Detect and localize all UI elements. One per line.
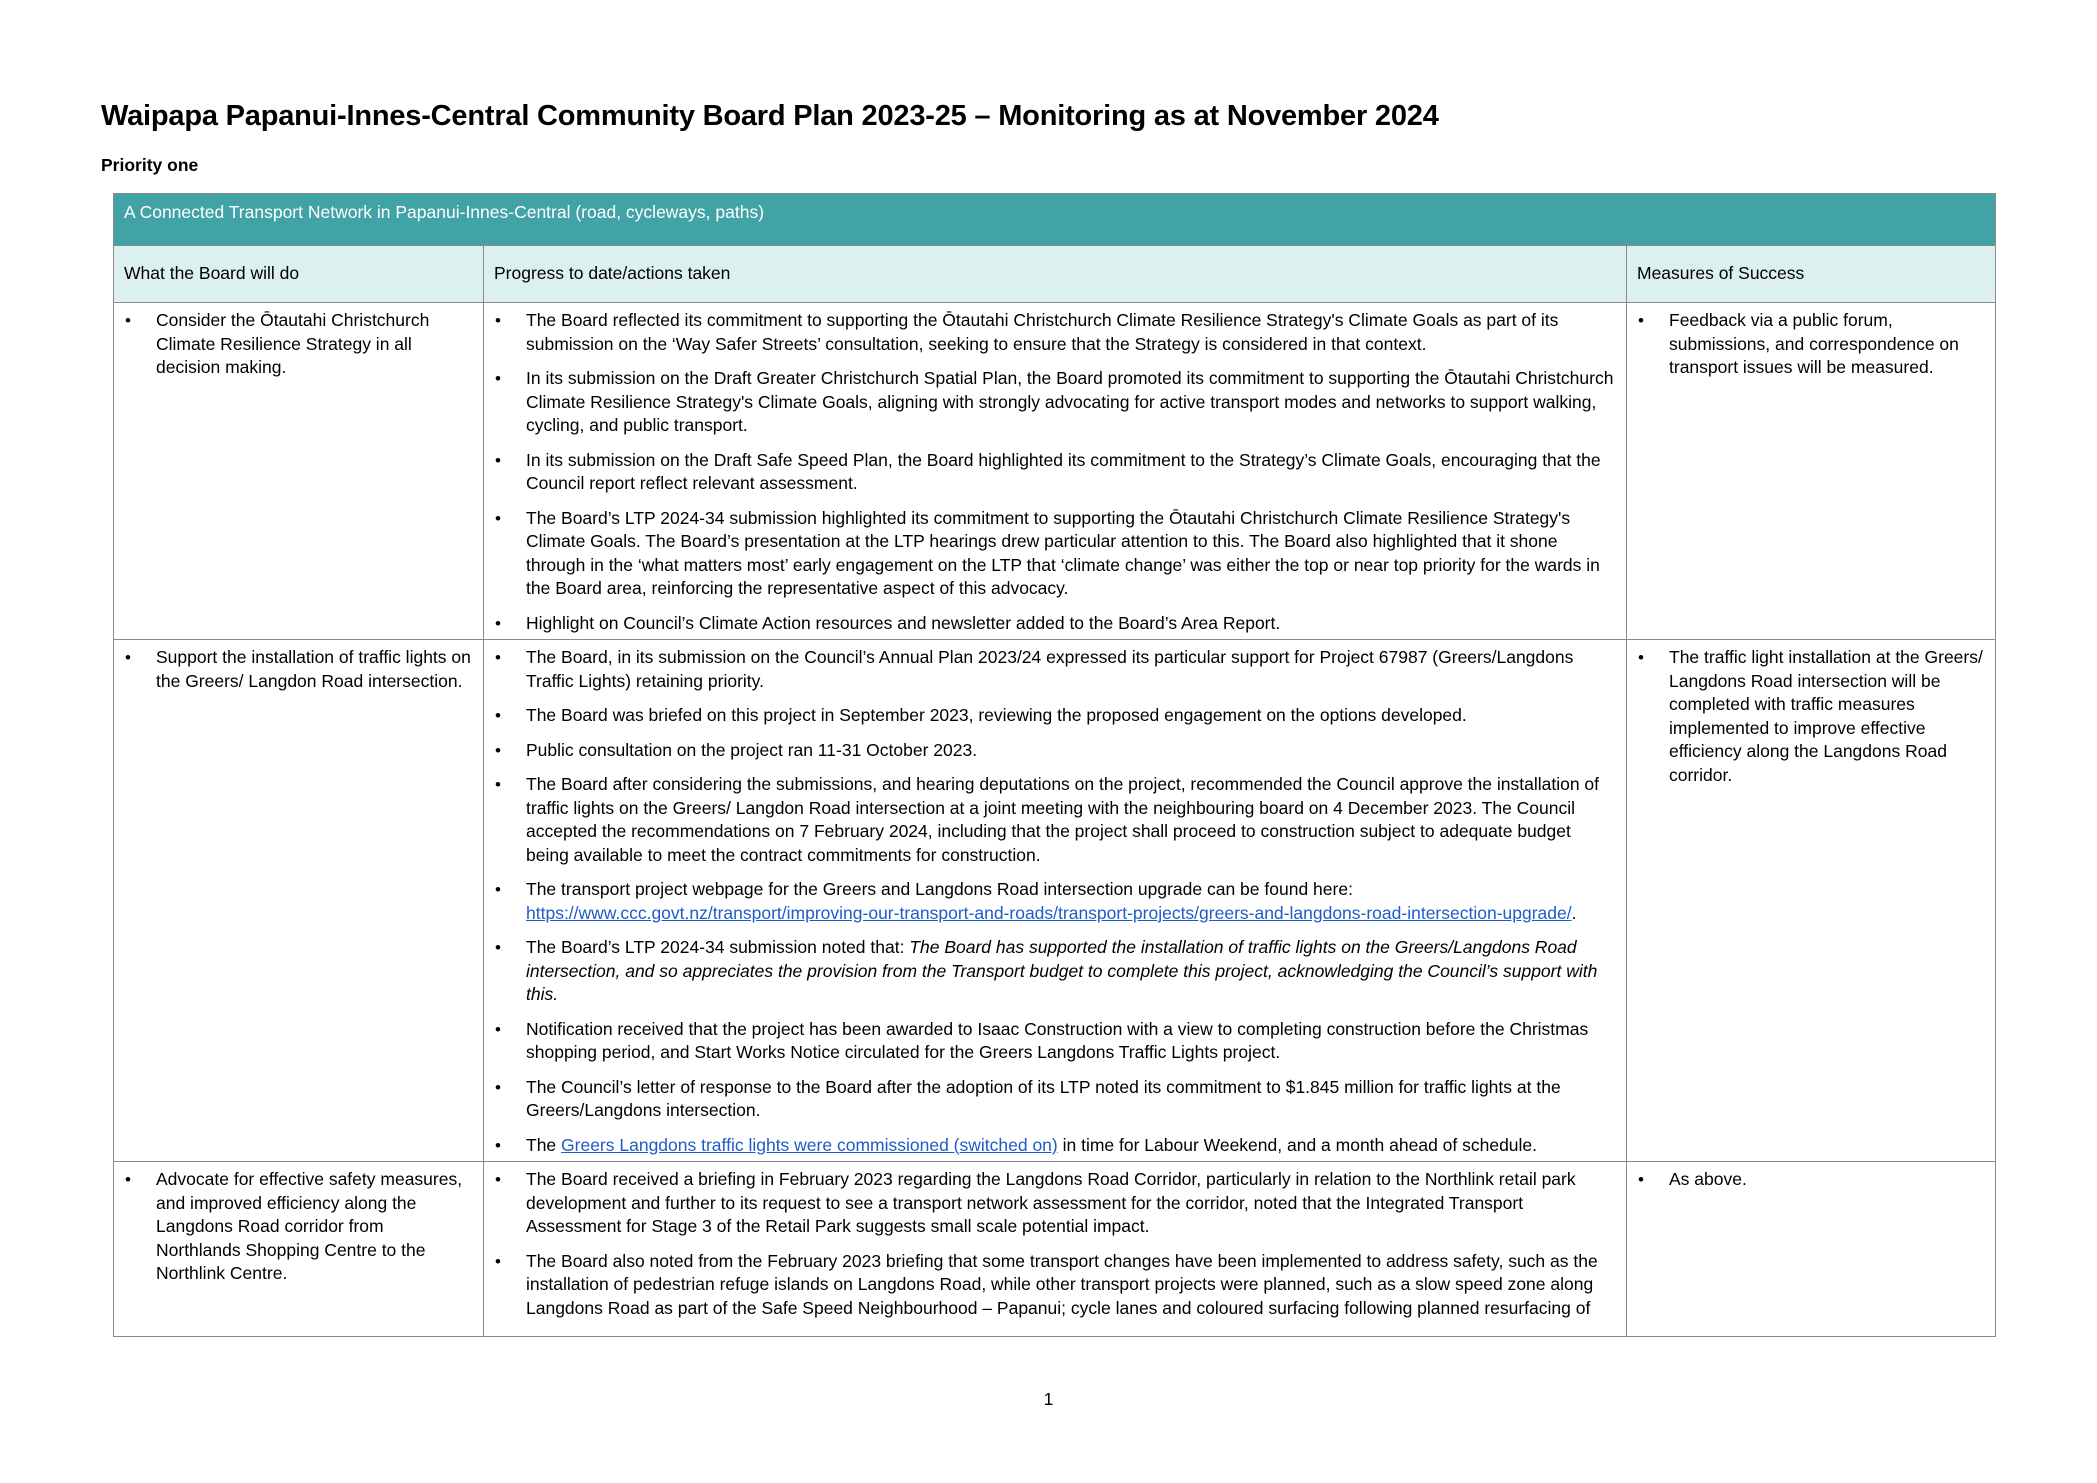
measure-item: • Feedback via a public forum, submissions, and correspondence on transport issues will be measured. (1669, 309, 1985, 380)
column-header-measures: Measures of Success (1627, 246, 1996, 303)
measure-item: • As above. (1669, 1168, 1985, 1192)
progress-cell (484, 640, 1627, 1162)
action-item: • Consider the Ōtautahi Christchurch Climate Resilience Strategy in all decision making. (156, 309, 473, 380)
table-banner: A Connected Transport Network in Papanui-Innes-Central (road, cycleways, paths) (114, 194, 1996, 246)
table-banner-row (114, 194, 1996, 246)
progress-item: • The Board received a briefing in February 2023 regarding the Langdons Road Corridor, particularly in relation to the Northlink retail park development and further to its request to see a transport network assessment for the corridor, noted that the Integrated Transport Assessment for Stage 3 of the Retail Park suggests small scale potential impact. (526, 1168, 1616, 1239)
table-row (114, 640, 1996, 1162)
progress-item: • The Board also noted from the February 2023 briefing that some transport changes have been implemented to address safety, such as the installation of pedestrian refuge islands on Langdons Road, while other transport projects were planned, such as a slow speed zone along Langdons Road as part of the Safe Speed Neighbourhood – Papanui; cycle lanes and coloured surfacing following planned resurfacing of (526, 1250, 1616, 1321)
progress-item (526, 936, 1616, 1007)
page-title: Waipapa Papanui-Innes-Central Community Board Plan 2023-25 – Monitoring as at November 2024 (101, 100, 1439, 132)
ltp-quote: The Board has supported the installation of traffic lights on the Greers/Langdons Road intersection, and so appreciates the provision from the Transport budget to complete this project, acknowledging the Council’s support with this. (526, 937, 1598, 1004)
progress-item: • The Board, in its submission on the Council’s Annual Plan 2023/24 expressed its particular support for Project 67987 (Greers/Langdons Traffic Lights) retaining priority. (526, 646, 1616, 693)
page-number: 1 (1043, 1389, 1054, 1409)
priority-heading: Priority one (101, 155, 199, 175)
commission-link[interactable]: Greers Langdons traffic lights were commissioned (switched on) (561, 1134, 1058, 1155)
progress-item (526, 878, 1616, 925)
progress-cell (484, 1162, 1627, 1337)
progress-item: • The Board was briefed on this project in September 2023, reviewing the proposed engagement on the options developed. (526, 704, 1616, 728)
progress-item: • The Board after considering the submissions, and hearing deputations on the project, recommended the Council approve the installation of traffic lights on the Greers/ Langdon Road intersection at a joint meeting with the neighbouring board on 4 December 2023. The Council accepted the recommendations on 7 February 2024, including that the project shall proceed to construction subject to adequate budget being available to meet the contract commitments for construction. (526, 773, 1616, 867)
progress-item: • Public consultation on the project ran 11-31 October 2023. (526, 739, 1616, 763)
table-row (114, 303, 1996, 640)
webpage-end: . (1571, 902, 1577, 923)
table-header-row (114, 246, 1996, 303)
action-cell (114, 1162, 484, 1337)
action-item: • Advocate for effective safety measures, and improved efficiency along the Langdons Road corridor from Northlands Shopping Centre to the Northlink Centre. (156, 1168, 473, 1286)
progress-cell (484, 303, 1627, 640)
column-header-actions: What the Board will do (114, 246, 484, 303)
measure-cell (1627, 303, 1996, 640)
measure-item: • The traffic light installation at the Greers/ Langdons Road intersection will be completed with traffic measures implemented to improve effective efficiency along the Langdons Road corridor. (1669, 646, 1985, 787)
progress-item: • In its submission on the Draft Greater Christchurch Spatial Plan, the Board promoted its commitment to supporting the Ōtautahi Christchurch Climate Resilience Strategy's Climate Goals, aligning with strongly advocating for active transport modes and networks to support walking, cycling, and public transport. (526, 367, 1616, 438)
progress-item: • The Board’s LTP 2024-34 submission highlighted its commitment to supporting the Ōtautahi Christchurch Climate Resilience Strategy's Climate Goals. The Board’s presentation at the LTP hearings drew particular attention to this. The Board also highlighted that it shone through in the ‘what matters most’ early engagement on the LTP that ‘climate change’ was either the top or near top priority for the wards in the Board area, reinforcing the representative aspect of this advocacy. (526, 507, 1616, 601)
table-row (114, 1162, 1996, 1337)
measure-cell (1627, 640, 1996, 1162)
progress-item: • Highlight on Council’s Climate Action resources and newsletter added to the Board’s Area Report. (526, 612, 1616, 636)
measure-cell (1627, 1162, 1996, 1337)
progress-item (526, 1134, 1616, 1158)
webpage-text: The transport project webpage for the Greers and Langdons Road intersection upgrade can be found here: (526, 879, 1353, 899)
progress-item: • The Board reflected its commitment to supporting the Ōtautahi Christchurch Climate Resilience Strategy's Climate Goals as part of its submission on the ‘Way Safer Streets’ consultation, seeking to ensure that the Strategy is considered in that context. (526, 309, 1616, 356)
commission-lead: The (526, 1134, 562, 1155)
ltp-lead: The Board’s LTP 2024-34 submission noted that: (526, 937, 910, 957)
progress-item: • The Council’s letter of response to the Board after the adoption of its LTP noted its commitment to $1.845 million for traffic lights at the Greers/Langdons intersection. (526, 1076, 1616, 1123)
action-item: • Support the installation of traffic lights on the Greers/ Langdon Road intersection. (156, 646, 473, 693)
column-header-progress: Progress to date/actions taken (484, 246, 1627, 303)
action-cell (114, 640, 484, 1162)
plan-table (113, 193, 1996, 1337)
action-cell (114, 303, 484, 640)
project-webpage-link[interactable]: https://www.ccc.govt.nz/transport/improving-our-transport-and-roads/transport-projects/greers-and-langdons-road-intersection-upgrade/ (526, 902, 1572, 923)
progress-item: • In its submission on the Draft Safe Speed Plan, the Board highlighted its commitment to the Strategy’s Climate Goals, encouraging that the Council report reflect relevant assessment. (526, 449, 1616, 496)
commission-tail: in time for Labour Weekend, and a month ahead of schedule. (1057, 1134, 1538, 1155)
progress-item: • Notification received that the project has been awarded to Isaac Construction with a view to completing construction before the Christmas shopping period, and Start Works Notice circulated for the Greers Langdons Traffic Lights project. (526, 1018, 1616, 1065)
